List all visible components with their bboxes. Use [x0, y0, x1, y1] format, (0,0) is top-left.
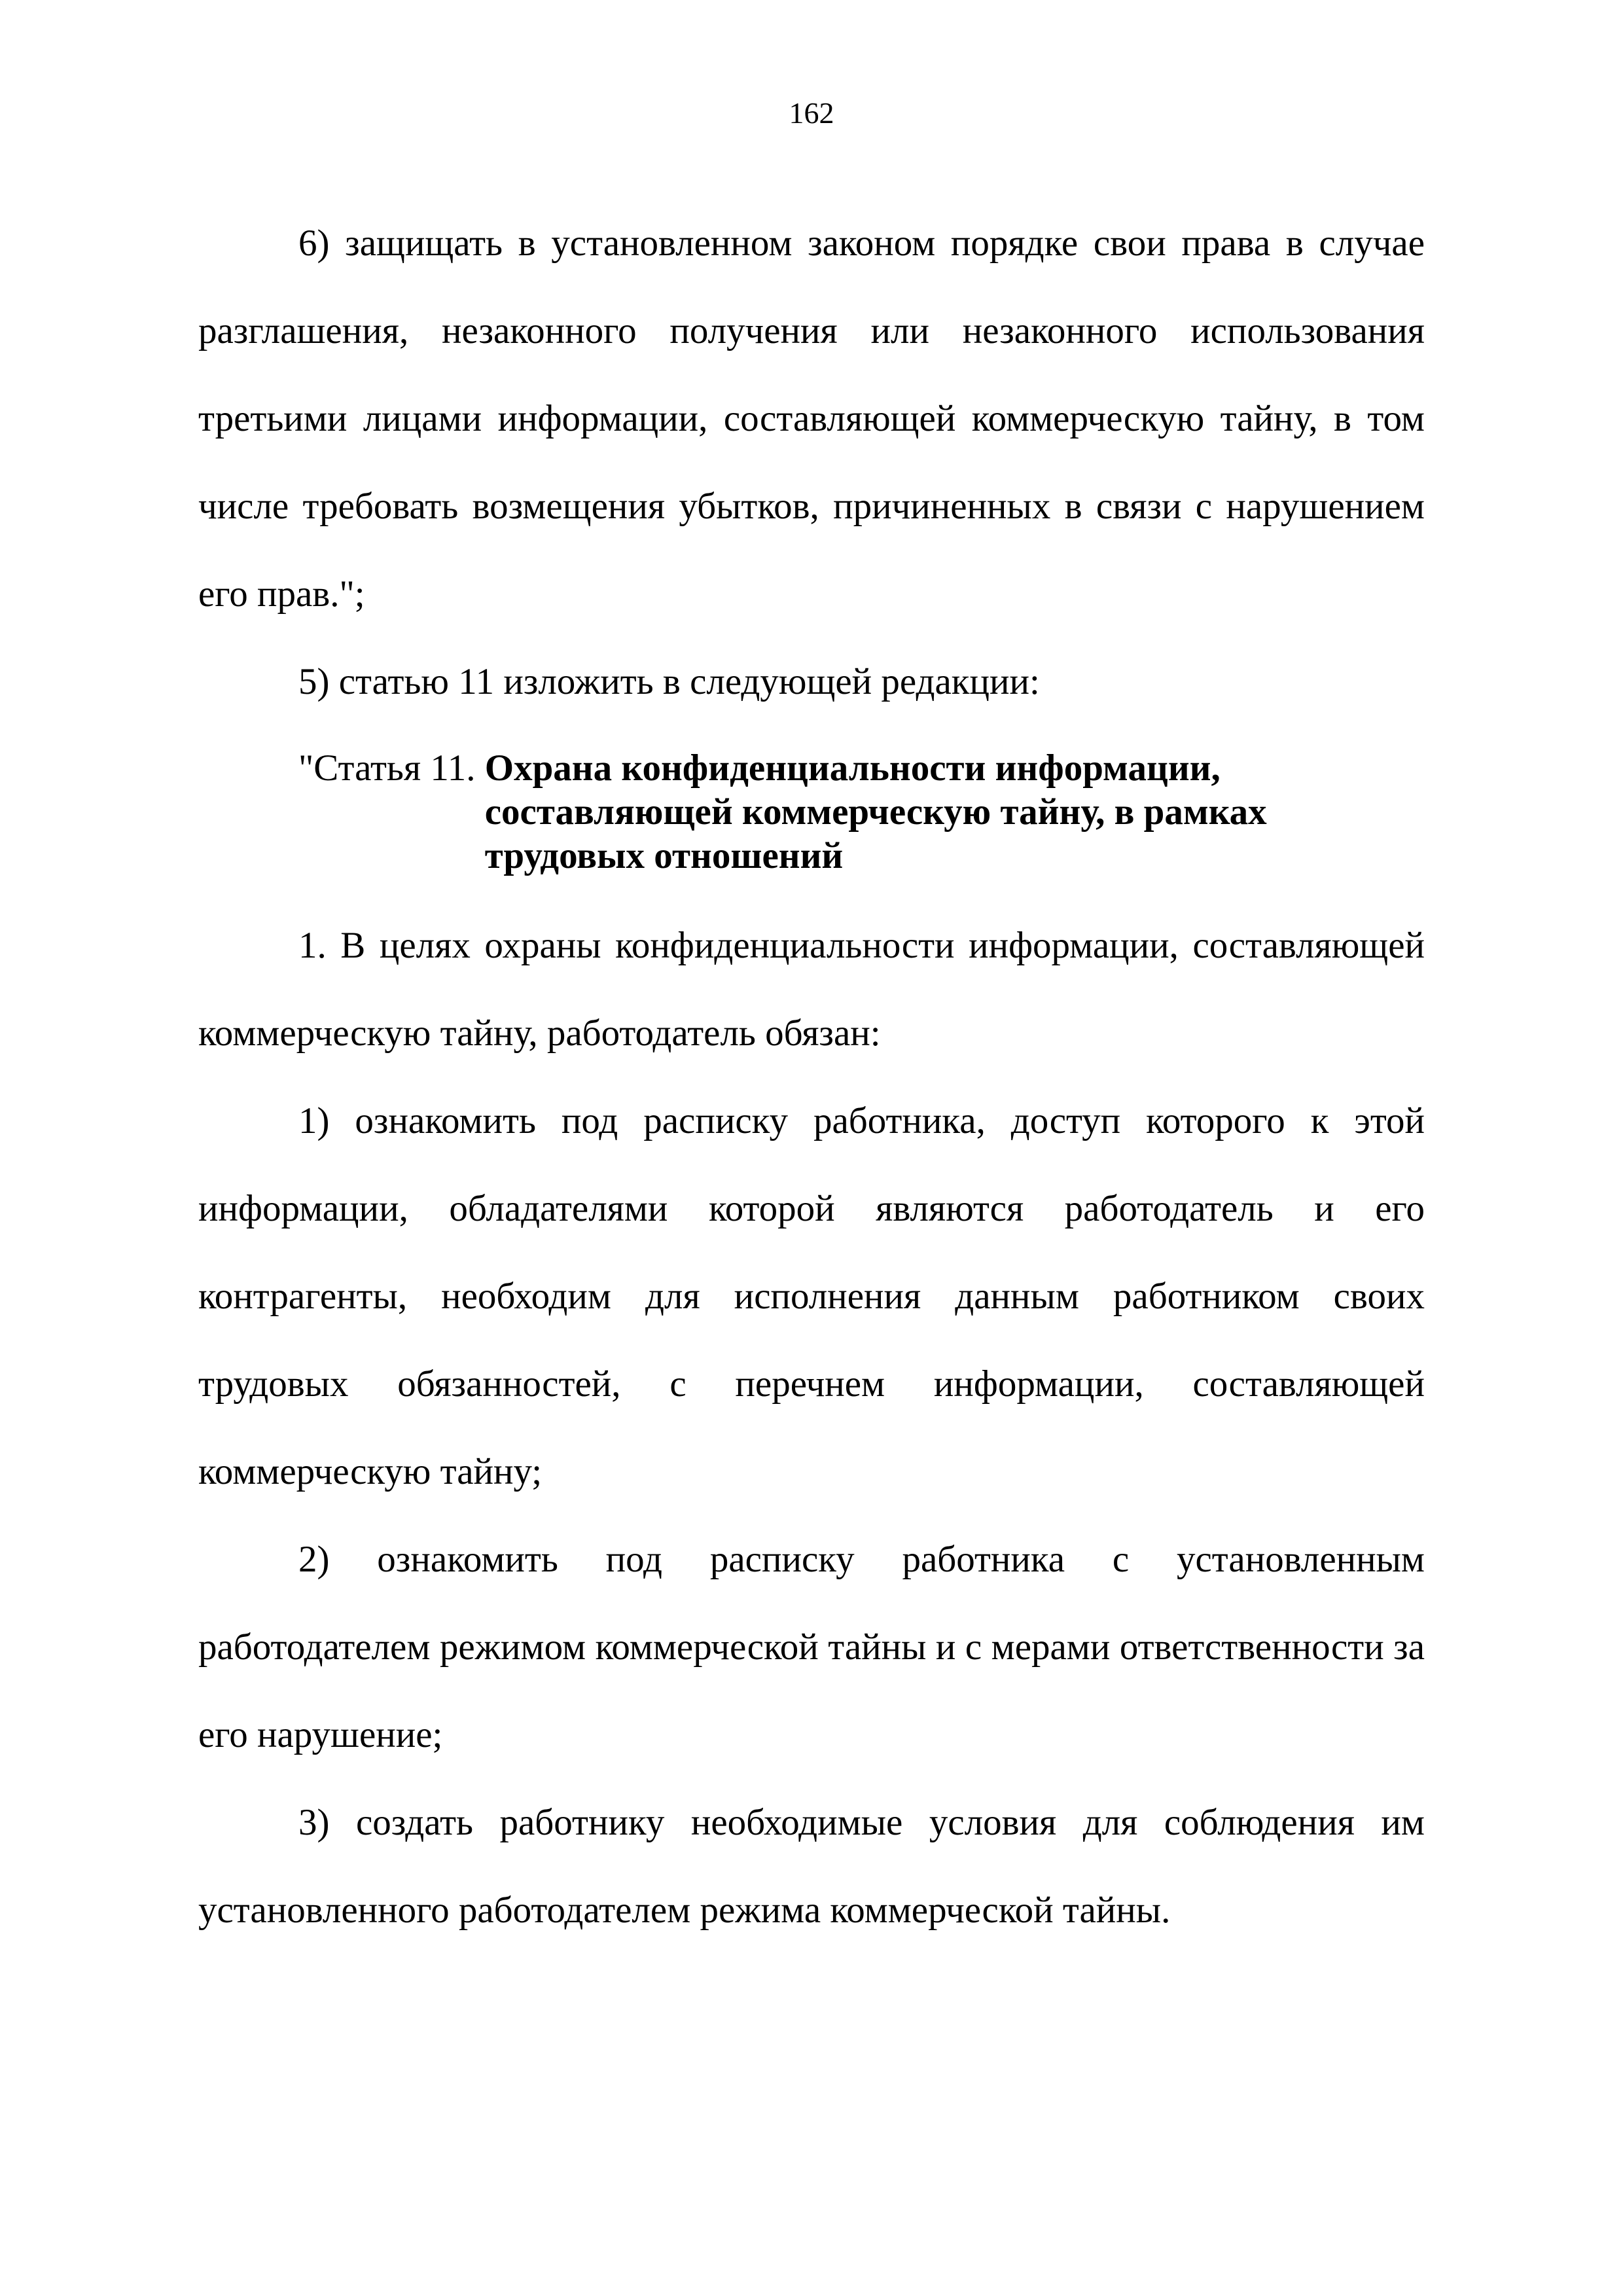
- page-number: 162: [789, 96, 834, 130]
- paragraph-subpoint-1: 1) ознакомить под расписку работника, доступ которого к этой информации, обладателями которой являются работодатель и его контрагенты, необходим для исполнения данным работником своих трудовых обязанностей, с перечнем информации, составляющей коммерческую тайну;: [198, 1100, 1425, 1492]
- text-block-top: [198, 200, 1425, 726]
- paragraph-item-6: 6) защищать в установленном законом порядке свои права в случае разглашения, незаконного получения или незаконного использования третьими лицами информации, составляющей коммерческую тайну, в том числе требовать возмещения убытков, причиненных в связи с нарушением его прав.";: [198, 223, 1425, 615]
- paragraph-point-1: 1. В целях охраны конфиденциальности информации, составляющей коммерческую тайну, работодатель обязан:: [198, 925, 1425, 1054]
- text-block-bottom: [198, 902, 1425, 1954]
- article-heading: [298, 746, 1411, 878]
- paragraph-subpoint-3: 3) создать работнику необходимые условия для соблюдения им установленного работодателем режима коммерческой тайны.: [198, 1802, 1425, 1931]
- paragraph-item-5-instruction: 5) статью 11 изложить в следующей редакции:: [298, 661, 1040, 702]
- article-title: Охрана конфиденциальности информации, составляющей коммерческую тайну, в рамках трудовых отношений: [484, 747, 1267, 876]
- paragraph-subpoint-2: 2) ознакомить под расписку работника с установленным работодателем режимом коммерческой тайны и с мерами ответственности за его нарушение;: [198, 1539, 1425, 1755]
- article-label: "Статья 11.: [298, 747, 485, 789]
